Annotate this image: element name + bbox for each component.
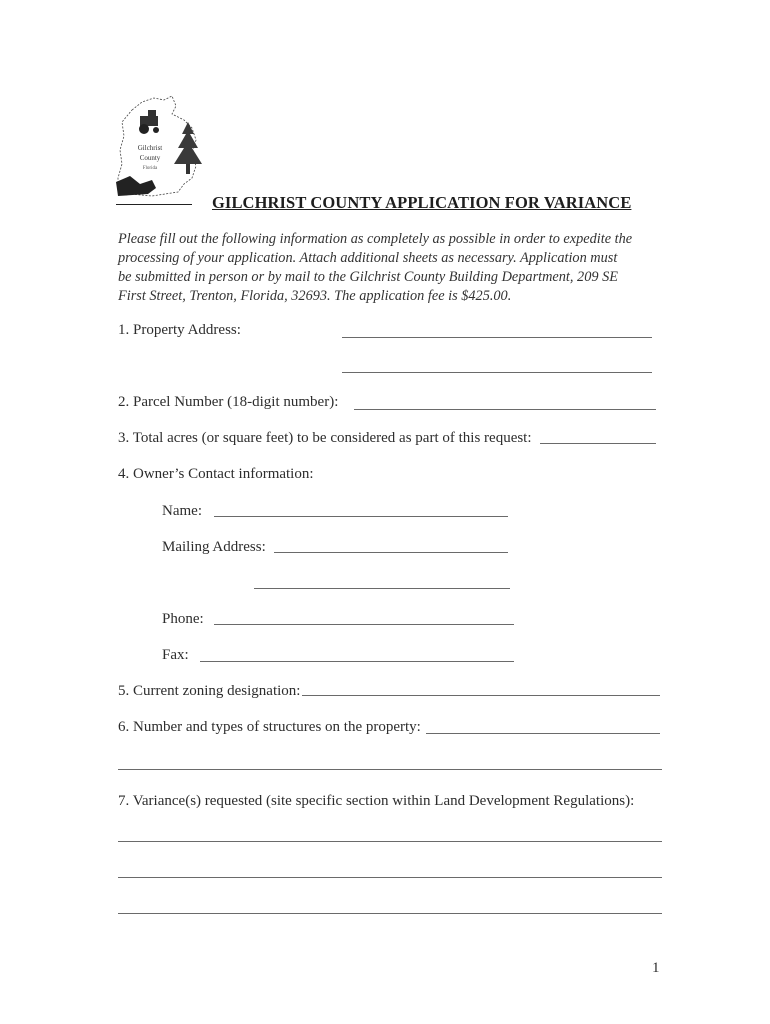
property-address-field-line2[interactable] <box>342 372 652 373</box>
page-number: 1 <box>652 960 660 976</box>
mailing-address-label: Mailing Address: <box>162 539 266 555</box>
fax-label: Fax: <box>162 647 189 663</box>
instructions-paragraph <box>118 230 663 306</box>
total-acres-label: 3. Total acres (or square feet) to be considered as part of this request: <box>118 430 532 446</box>
parcel-number-label: 2. Parcel Number (18-digit number): <box>118 394 339 410</box>
property-address-label: 1. Property Address: <box>118 322 241 338</box>
parcel-number-field[interactable] <box>354 409 656 410</box>
fax-field[interactable] <box>200 661 514 662</box>
instructions-line: First Street, Trenton, Florida, 32693. The application fee is $425.00. <box>118 288 512 304</box>
phone-label: Phone: <box>162 611 204 627</box>
phone-field[interactable] <box>214 624 514 625</box>
page-title: GILCHRIST COUNTY APPLICATION FOR VARIANCE <box>212 193 632 212</box>
variances-field-line1[interactable] <box>118 841 662 842</box>
instructions-line: Please fill out the following information as completely as possible in order to expedite the <box>118 231 633 247</box>
mailing-address-field-line2[interactable] <box>254 588 510 589</box>
variances-field-line2[interactable] <box>118 877 662 878</box>
variances-label: 7. Variance(s) requested (site specific section within Land Development Regulations): <box>118 793 635 809</box>
structures-label: 6. Number and types of structures on the property: <box>118 719 421 735</box>
owner-name-field[interactable] <box>214 516 508 517</box>
instructions-line: processing of your application. Attach additional sheets as necessary. Application must <box>118 250 618 266</box>
total-acres-field[interactable] <box>540 443 656 444</box>
owner-name-label: Name: <box>162 503 202 519</box>
mailing-address-field[interactable] <box>274 552 508 553</box>
zoning-label: 5. Current zoning designation: <box>118 683 301 699</box>
svg-text:Florida: Florida <box>142 166 158 171</box>
svg-text:Gilchrist: Gilchrist <box>137 144 163 152</box>
instructions-line: be submitted in person or by mail to the Gilchrist County Building Department, 209 SE <box>118 269 618 285</box>
variances-field-line3[interactable] <box>118 913 662 914</box>
county-map-logo-icon <box>112 92 212 212</box>
structures-field[interactable] <box>426 733 660 734</box>
owner-contact-label: 4. Owner’s Contact information: <box>118 466 314 482</box>
svg-text:County: County <box>139 154 161 162</box>
structures-field-line2[interactable] <box>118 769 662 770</box>
zoning-field[interactable] <box>302 695 660 696</box>
county-logo <box>112 92 212 212</box>
property-address-field[interactable] <box>342 337 652 338</box>
